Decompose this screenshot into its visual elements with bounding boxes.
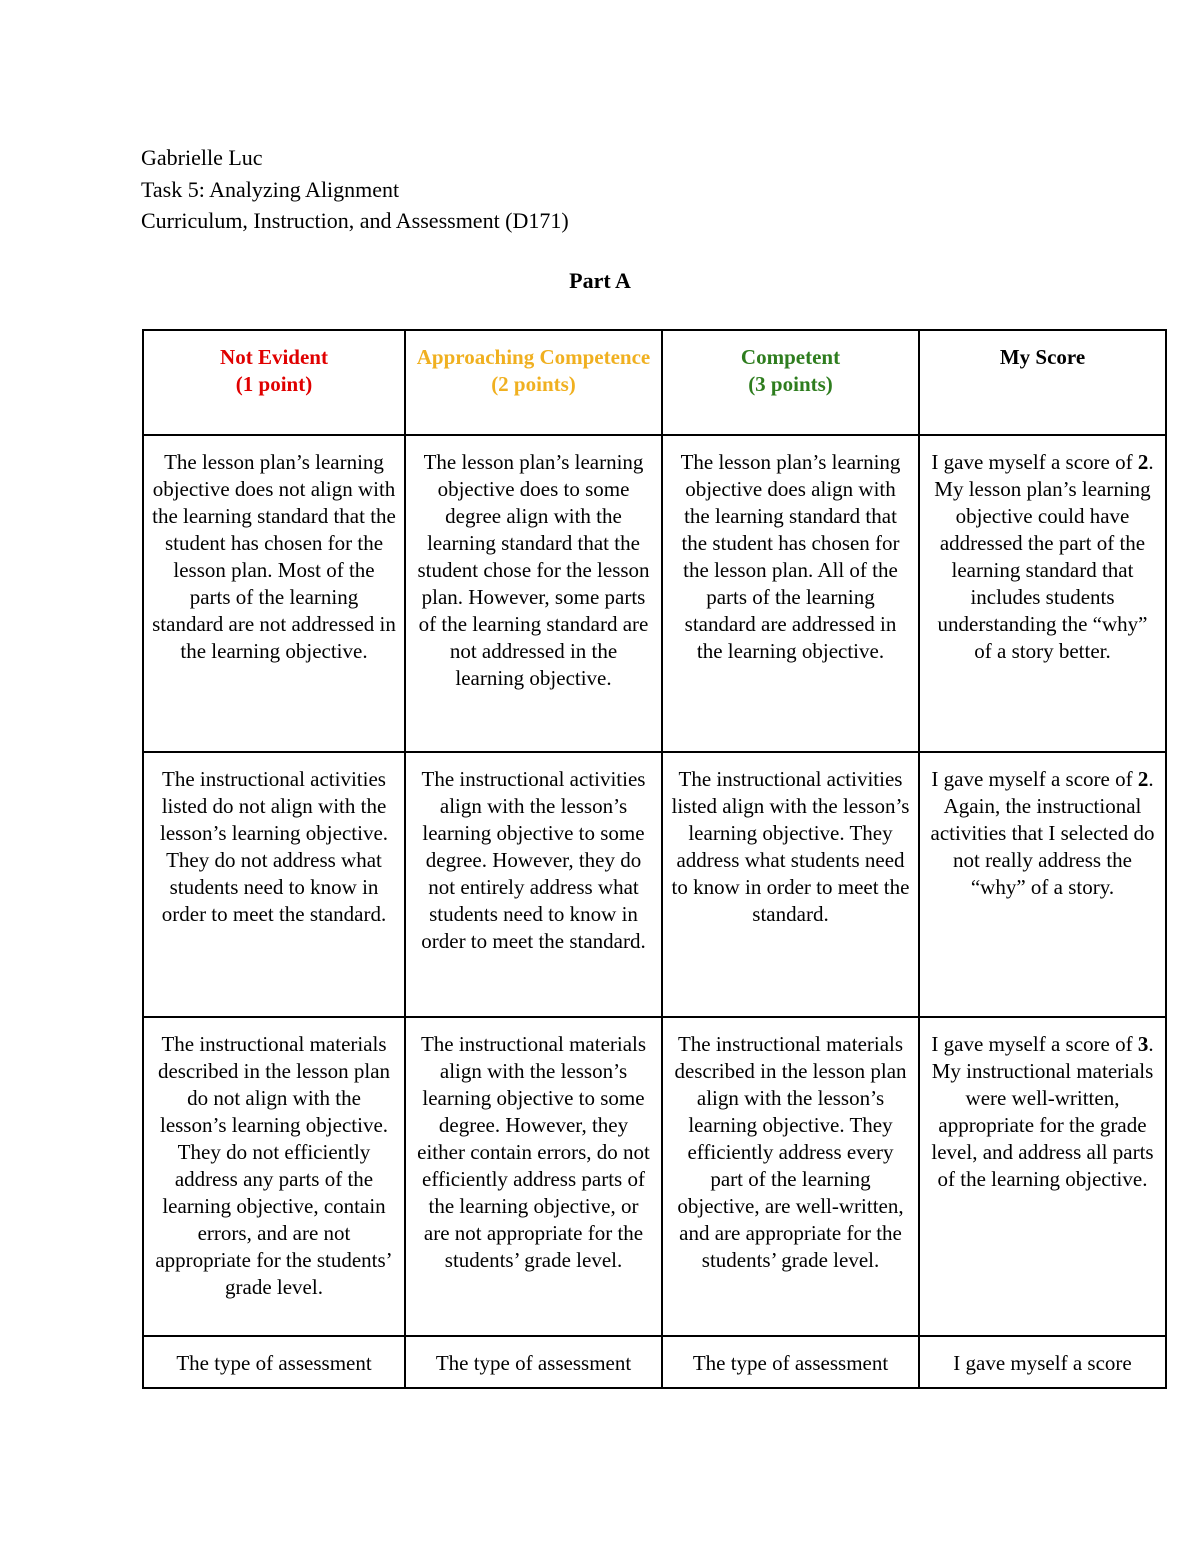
table-row (143, 1336, 1166, 1388)
header-label: My Score (999, 345, 1086, 369)
score-text-before: I gave myself a score of (931, 450, 1138, 474)
document-header (141, 142, 569, 237)
cell-competent: The lesson plan’s learning objective does align with the learning standard that the student has chosen for the lesson plan. All of the parts of the learning standard are addressed in the learning objective. (662, 435, 919, 752)
cell-approaching: The instructional activities align with the lesson’s learning objective to some degree. However, they do not entirely address what students need to know in order to meet the standard. (405, 752, 662, 1017)
header-points: (3 points) (748, 372, 833, 396)
header-points: (2 points) (491, 372, 576, 396)
score-text-after: . My lesson plan’s learning objective could have addressed the part of the learning standard that includes students understanding the “why” of a story better. (934, 450, 1154, 663)
header-my-score (919, 330, 1166, 435)
cell-not-evident: The lesson plan’s learning objective does not align with the learning standard that the student has chosen for the lesson plan. Most of the parts of the learning standard are not addressed in the learning objective. (143, 435, 405, 752)
cell-competent: The instructional materials described in the lesson plan align with the lesson’s learning objective. They efficiently address every part of the learning objective, are well-written, and are appropriate for the students’ grade level. (662, 1017, 919, 1336)
header-points: (1 point) (235, 372, 313, 396)
cell-my-score (919, 752, 1166, 1017)
header-label: Approaching Competence (416, 345, 651, 369)
course-title: Curriculum, Instruction, and Assessment (D171) (141, 208, 569, 233)
table-row (143, 1017, 1166, 1336)
cell-competent: The type of assessment (662, 1336, 919, 1388)
task-title: Task 5: Analyzing Alignment (141, 176, 400, 202)
score-value: 2 (1137, 767, 1149, 791)
header-competent (662, 330, 919, 435)
table-row (143, 435, 1166, 752)
cell-my-score (919, 435, 1166, 752)
score-text-before: I gave myself a score (953, 1351, 1132, 1375)
header-not-evident (143, 330, 405, 435)
part-title: Part A (569, 268, 631, 293)
header-label: Not Evident (220, 345, 328, 369)
cell-approaching: The lesson plan’s learning objective does to some degree align with the learning standard that the student chose for the lesson plan. However, some parts of the learning standard are not addressed in the learning objective. (405, 435, 662, 752)
cell-approaching: The type of assessment (405, 1336, 662, 1388)
header-label: Competent (740, 345, 841, 369)
score-text-before: I gave myself a score of (931, 767, 1138, 791)
score-text-after: . My instructional materials were well-written, appropriate for the grade level, and address all parts of the learning objective. (931, 1032, 1154, 1191)
author-name: Gabrielle Luc (141, 145, 263, 170)
header-approaching (405, 330, 662, 435)
cell-approaching: The instructional materials align with the lesson’s learning objective to some degree. However, they either contain errors, do not efficiently address parts of the learning objective, or are not appropriate for the students’ grade level. (405, 1017, 662, 1336)
cell-my-score (919, 1336, 1166, 1388)
cell-not-evident: The instructional materials described in the lesson plan do not align with the lesson’s learning objective. They do not efficiently address any parts of the learning objective, contain errors, and are not appropriate for the students’ grade level. (143, 1017, 405, 1336)
score-value: 3 (1137, 1032, 1149, 1056)
cell-my-score (919, 1017, 1166, 1336)
cell-not-evident: The instructional activities listed do not align with the lesson’s learning objective. They do not address what students need to know in order to meet the standard. (143, 752, 405, 1017)
score-text-after: . Again, the instructional activities that I selected do not really address the “why” of a story. (930, 767, 1155, 899)
table-row (143, 752, 1166, 1017)
rubric-header-row (143, 330, 1166, 435)
rubric-table (142, 329, 1167, 1389)
score-value: 2 (1137, 450, 1149, 474)
score-text-before: I gave myself a score of (931, 1032, 1138, 1056)
cell-not-evident: The type of assessment (143, 1336, 405, 1388)
cell-competent: The instructional activities listed align with the lesson’s learning objective. They address what students need to know in order to meet the standard. (662, 752, 919, 1017)
